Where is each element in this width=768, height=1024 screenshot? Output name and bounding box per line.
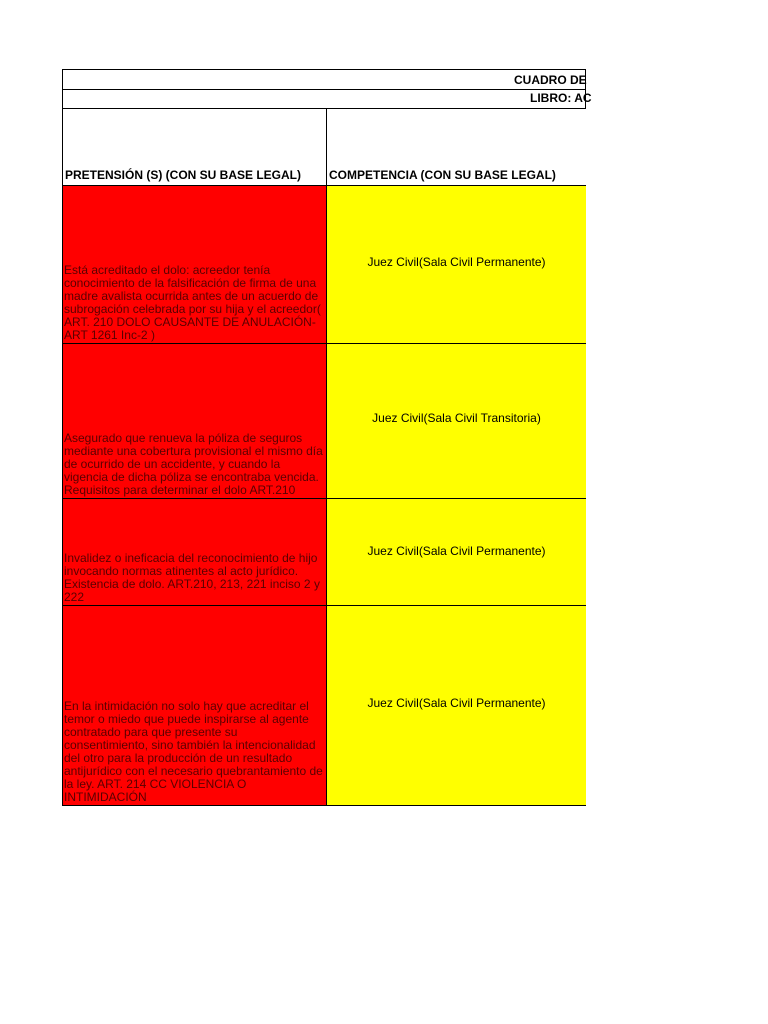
table-row-pretension-cell xyxy=(62,606,327,806)
table-subtitle-row xyxy=(62,89,592,109)
competencia-text: Juez Civil(Sala Civil Permanente) xyxy=(367,696,546,710)
table-title-row xyxy=(62,69,586,90)
pretension-text: Está acreditado el dolo: acreedor tenía conocimiento de la falsificación de firma de una madre avalista ocurrida antes de un acuerdo de subrogación celebrada por su hija y el acreedor( ART. 210 DOLO CAUSANTE DE ANULACIÓN-ART 1261 Inc-2 ) xyxy=(64,263,321,342)
table-row-pretension-cell xyxy=(62,499,327,606)
table-row-competencia-cell xyxy=(326,606,586,806)
header-pretension-label: PRETENSIÓN (S) (CON SU BASE LEGAL) xyxy=(65,168,302,182)
table-row-pretension-cell xyxy=(62,186,327,344)
competencia-text: Juez Civil(Sala Civil Permanente) xyxy=(367,255,546,269)
competencia-text: Juez Civil(Sala Civil Transitoria) xyxy=(372,411,541,425)
competencia-text: Juez Civil(Sala Civil Permanente) xyxy=(367,544,546,558)
table-subtitle: LIBRO: AC xyxy=(530,91,592,105)
table-row-competencia-cell xyxy=(326,186,586,344)
table-row-pretension-cell xyxy=(62,344,327,499)
pretension-text: Asegurado que renueva la póliza de seguros mediante una cobertura provisional el mismo día de ocurrido de un accidente, y cuando la vigencia de dicha póliza se encontraba vencida. Requisitos para determinar el dolo ART.210 xyxy=(64,431,323,497)
header-competencia xyxy=(326,108,586,186)
header-pretension xyxy=(62,108,327,186)
table-title: CUADRO DE xyxy=(514,73,587,87)
table-row-competencia-cell xyxy=(326,499,586,606)
header-competencia-label: COMPETENCIA (CON SU BASE LEGAL) xyxy=(329,168,556,182)
pretension-text: Invalidez o ineficacia del reconocimiento de hijo invocando normas atinentes al acto jurídico. Existencia de dolo. ART.210, 213, 221 inciso 2 y 222 xyxy=(64,551,320,604)
table-row-competencia-cell xyxy=(326,344,586,499)
pretension-text: En la intimidación no solo hay que acreditar el temor o miedo que puede inspirarse al agente contratado para que presente su consentimiento, sino también la intencionalidad del otro para la producción de un resultado antijurídico con el necesario quebrantamiento de la ley. ART. 214 CC VIOLENCIA O INTIMIDACIÓN xyxy=(64,699,323,804)
